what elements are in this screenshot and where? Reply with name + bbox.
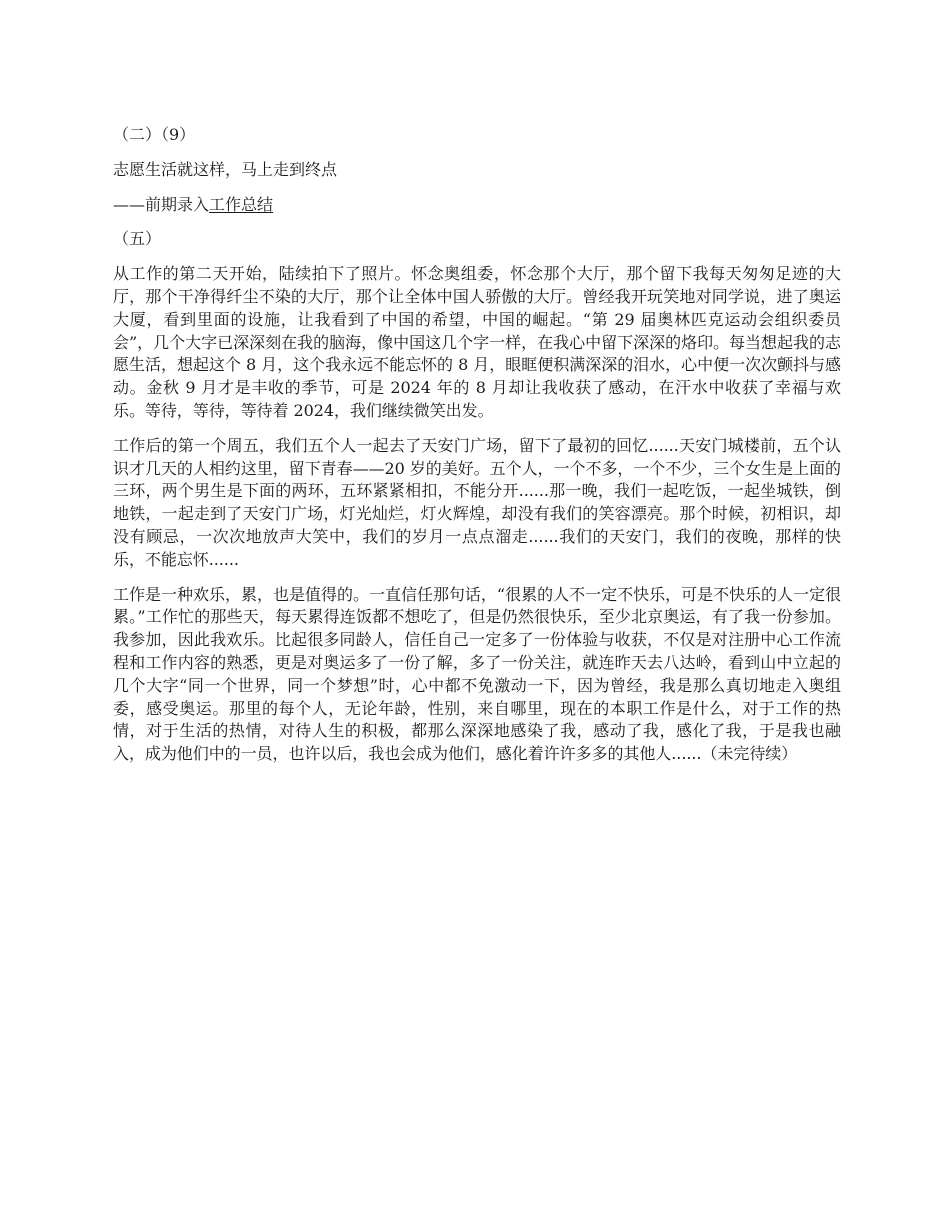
heading-number: （二）（9）: [113, 125, 196, 144]
work-summary-link[interactable]: 工作总结: [209, 194, 274, 214]
paragraph-photos: 从工作的第二天开始，陆续拍下了照片。怀念奥组委，怀念那个大厅，那个留下我每天匆匆足迹的大厅，那个干净得纤尘不染的大厅，那个让全体中国人骄傲的大厅。曾经我开玩笑地对同学说，进了奥运大厦，看到里面的设施，让我看到了中国的希望，中国的崛起。“第 29 届奥林匹克运动会组织委员会”，几个大字已深深刻在我的脑海，像中国这几个字一样，在我心中留下深深的烙印。每当想起我的志愿生活，想起这个 8 月，这个我永远不能忘怀的 8 月，眼眶便积满深深的泪水，心中便一次次颤抖与感动。金秋 9 月才是丰收的季节，可是 2024 年的 8 月却让我收获了感动，在汗水中收获了幸福与欢乐。等待，等待，等待着 2024，我们继续微笑出发。: [113, 264, 841, 420]
subtitle-prefix: ——前期录入: [113, 194, 210, 214]
document-body: [113, 124, 841, 778]
paragraph-tiananmen: 工作后的第一个周五，我们五个人一起去了天安门广场，留下了最初的回忆......天安门城楼前，五个认识才几天的人相约这里，留下青春——20 岁的美好。五个人，一个不多，一个不少，三个女生是上面的三环，两个男生是下面的两环，五环紧紧相扣，不能分开......那一晚，我们一起吃饭，一起坐城铁，倒地铁，一起走到了天安门广场，灯光灿烂，灯火辉煌，却没有我们的笑容漂亮。那个时候，初相识，却没有顾忌，一次次地放声大笑中，我们的岁月一点点溜走......我们的天安门，我们的夜晚，那样的快乐，不能忘怀......: [113, 435, 841, 569]
paragraph-joy-of-work: 工作是一种欢乐，累，也是值得的。一直信任那句话，“很累的人不一定不快乐，可是不快乐的人一定很累。”工作忙的那些天，每天累得连饭都不想吃了，但是仍然很快乐，至少北京奥运，有了我一份参加。我参加，因此我欢乐。比起很多同龄人，信任自己一定多了一份体验与收获，不仅是对注册中心工作流程和工作内容的熟悉，更是对奥运多了一份了解，多了一份关注，就连昨天去八达岭，看到山中立起的几个大字“同一个世界，同一个梦想”时，心中都不免激动一下，因为曾经，我是那么真切地走入奥组委，感受奥运。那里的每个人，无论年龄，性别，来自哪里，现在的本职工作是什么，对于工作的热情，对于生活的热情，对待人生的积极，都那么深深地感染了我，感动了我，感化了我，于是我也融入，成为他们中的一员，也许以后，我也会成为他们，感化着许许多多的其他人......（未完待续）: [113, 584, 841, 764]
section-label: （五）: [113, 229, 162, 249]
document-title: 志愿生活就这样，马上走到终点: [113, 159, 338, 179]
document-subtitle: [113, 194, 841, 217]
